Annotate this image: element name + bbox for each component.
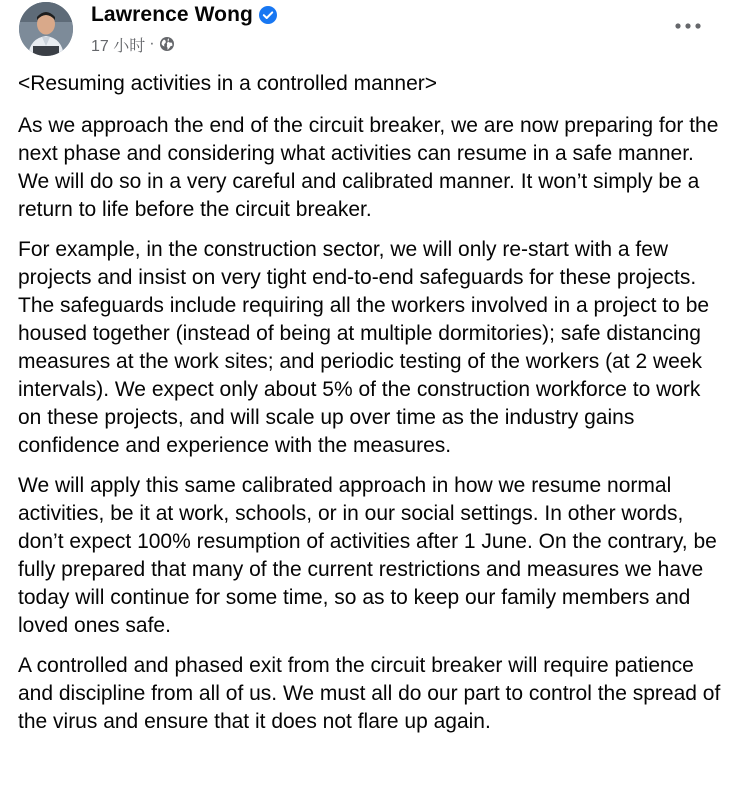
meta-separator: · bbox=[149, 35, 155, 52]
post-title-paragraph: <Resuming activities in a controlled manner> bbox=[18, 72, 438, 95]
avatar[interactable] bbox=[19, 2, 73, 56]
post-timestamp[interactable]: 17 小时 bbox=[91, 37, 146, 55]
post-header bbox=[0, 0, 738, 68]
post-meta bbox=[91, 33, 175, 55]
avatar-image bbox=[19, 2, 73, 56]
more-options-button[interactable] bbox=[672, 12, 704, 40]
author-name[interactable]: Lawrence Wong bbox=[91, 3, 253, 26]
more-options-icon bbox=[675, 23, 701, 29]
post-paragraph: For example, in the construction sector, we will only re-start with a few projects and insist on very tight end-to-end safeguards for these projects. The safeguards include requiring all the workers involved in a project to be housed together (instead of being at multiple dormitories); safe distancing measures at the work sites; and periodic testing of the workers (at 2 week intervals). We expect only about 5% of the construction workforce to work on these projects, and will scale up over time as the industry gains confidence and experience with the measures. bbox=[18, 238, 710, 457]
post-paragraph: A controlled and phased exit from the circuit breaker will require patience and discipline from all of us. We must all do our part to control the spread of the virus and ensure that it does not flare up again. bbox=[18, 654, 721, 733]
post-paragraph: We will apply this same calibrated approach in how we resume normal activities, be it at work, schools, or in our social settings. In other words, don’t expect 100% resumption of activities after 1 June. On the contrary, be fully prepared that many of the current restrictions and measures we have today will continue for some time, so as to keep our family members and loved ones safe. bbox=[18, 474, 717, 637]
author-row bbox=[91, 2, 277, 28]
globe-icon[interactable] bbox=[159, 36, 175, 52]
post-paragraph: As we approach the end of the circuit breaker, we are now preparing for the next phase and considering what activities can resume in a safe manner. We will do so in a very careful and calibrated manner. It won’t simply be a return to life before the circuit breaker. bbox=[18, 114, 719, 221]
post-content bbox=[18, 70, 724, 748]
verified-badge-icon bbox=[259, 6, 277, 24]
